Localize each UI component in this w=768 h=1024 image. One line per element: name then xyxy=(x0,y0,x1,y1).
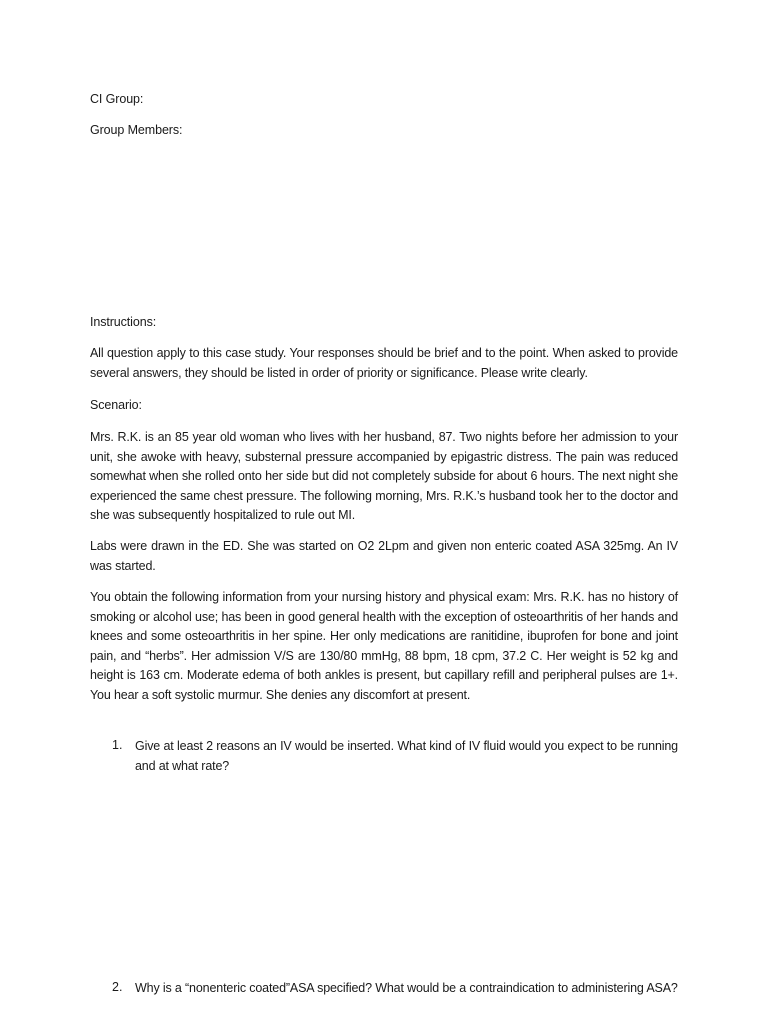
instructions-heading: Instructions: xyxy=(90,315,157,329)
scenario-paragraph-3: You obtain the following information from your nursing history and physical exam: Mrs. R.K. has no history of smoking or alcohol use; has been in good general health with the exception of osteoarthritis of her hands and knees and some osteoarthritis in her spine. Her only medications are ranitidine, ibuprofen for bone and joint pain, and “herbs”. Her admission V/S are 130/80 mmHg, 88 bpm, 18 cpm, 37.2 C. Her weight is 52 kg and height is 163 cm. Moderate edema of both ankles is present, but capillary refill and peripheral pulses are 1+. You hear a soft systolic murmur. She denies any discomfort at present. xyxy=(90,590,678,702)
group-members-label: Group Members: xyxy=(90,123,183,137)
question-1-text: Give at least 2 reasons an IV would be inserted. What kind of IV fluid would you expect to be running and at what rate? xyxy=(135,739,678,773)
question-2-number: 2. xyxy=(112,980,123,994)
question-2-text: Why is a “nonenteric coated”ASA specified? What would be a contraindication to administering ASA? xyxy=(135,981,678,995)
instructions-body: All question apply to this case study. Your responses should be brief and to the point. When asked to provide several answers, they should be listed in order of priority or significance. Please write clearly. xyxy=(90,346,678,380)
scenario-paragraph-2: Labs were drawn in the ED. She was started on O2 2Lpm and given non enteric coated ASA 325mg. An IV was started. xyxy=(90,539,678,573)
question-1-number: 1. xyxy=(112,738,123,752)
scenario-paragraph-1: Mrs. R.K. is an 85 year old woman who lives with her husband, 87. Two nights before her admission to your unit, she awoke with heavy, substernal pressure accompanied by epigastric distress. The pain was reduced somewhat when she rolled onto her side but did not completely subside for about 6 hours. The next night she experienced the same chest pressure. The following morning, Mrs. R.K.’s husband took her to the doctor and she was subsequently hospitalized to rule out MI. xyxy=(90,430,678,522)
ci-group-label: CI Group: xyxy=(90,92,144,106)
scenario-heading: Scenario: xyxy=(90,398,142,412)
